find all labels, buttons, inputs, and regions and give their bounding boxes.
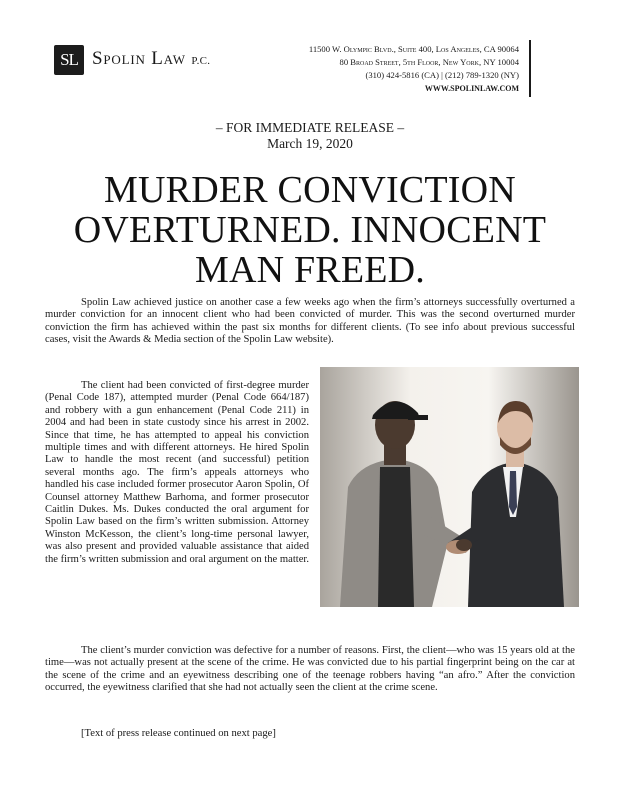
firm-logo-icon: SL [54, 45, 84, 75]
firm-suffix: P.C. [191, 55, 211, 67]
release-block [0, 120, 620, 152]
phone-numbers: (310) 424-5816 (CA) | (212) 789-1320 (NY) [365, 70, 519, 80]
continued-note: [Text of press release continued on next page] [81, 728, 276, 739]
release-label: – FOR IMMEDIATE RELEASE – [215, 120, 405, 135]
firm-name [92, 48, 210, 70]
firm-name-text: Spolin Law [92, 48, 186, 69]
address-ny: 80 Broad Street, 5th Floor, New York, NY 10004 [339, 57, 519, 67]
paragraph-case-details: The client had been convicted of first-degree murder (Penal Code 187), attempted murder (Penal Code 664/187) and robbery with a gun enhancement (Penal Code 211) in 2004 and had been in state custody since his arrest in 2002. Since that time, he has attempted to appeal his conviction multiple times and with different attorneys. He hired Spolin Law to handle the most recent (and successful) petition several months ago. The firm’s appeals attorneys who handled his case included former prosecutor Aaron Spolin, Of Counsel attorney Matthew Barhoma, and former prosecutor Caitlin Dukes. Ms. Dukes conducted the oral argument for Spolin Law based on the firm’s written submission. Attorney Winston McKesson, the client’s long-time personal lawyer, was also present and provided valuable assistance that aided the firm’s written submission and oral argument on the matter. [45, 380, 310, 565]
letterhead [0, 0, 620, 110]
handshake-photo-illustration [320, 367, 579, 607]
website-link[interactable]: WWW.SPOLINLAW.COM [424, 84, 519, 93]
firm-address-block [309, 43, 519, 95]
release-date: March 19, 2020 [267, 136, 353, 151]
paragraph-intro: Spolin Law achieved justice on another case a few weeks ago when the firm’s attorneys successfully overturned a murder conviction for an innocent client who had been convicted of murder. This was the second overturned murder conviction the firm has achieved within the past six months for different clients. (To see info about previous successful cases, visit the Awards & Media section of the Spolin Law website). [45, 297, 575, 346]
page-title: MURDER CONVICTION OVERTURNED. INNOCENT MAN FREED. [73, 169, 547, 291]
handshake-photo [320, 367, 579, 607]
header-divider [529, 40, 531, 97]
address-la: 11500 W. Olympic Blvd., Suite 400, Los Angeles, CA 90064 [308, 44, 519, 54]
paragraph-defects: The client’s murder conviction was defective for a number of reasons. First, the client—who was 15 years old at the time—was not actually present at the scene of the crime. He was convicted due to his partial fingerprint being on the car at the scene of the crime and an eyewitness describing one of the teenage robbers having “an afro.” After the conviction occurred, the eyewitness clarified that she had not actually seen the client at the crime scene. [45, 645, 575, 694]
